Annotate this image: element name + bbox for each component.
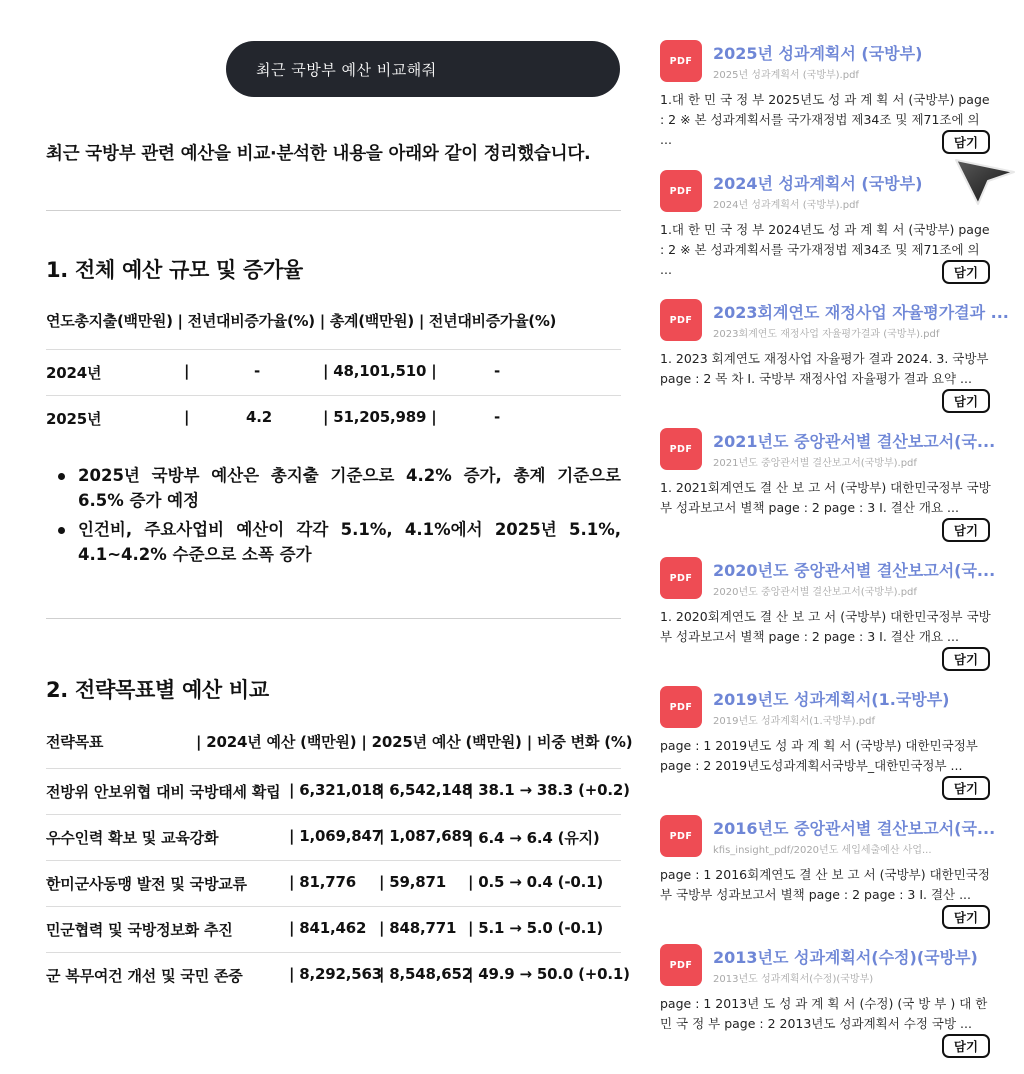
pdf-file-icon: PDF	[660, 815, 702, 857]
table-divider	[46, 952, 621, 953]
source-title-link[interactable]: 2013년도 성과계획서(수정)(국방부)	[713, 948, 978, 967]
bullet-item: 인건비, 주요사업비 예산이 각각 5.1%, 4.1%에서 2025년 5.1%, 4.1~4.2% 수준으로 소폭 증가	[46, 517, 621, 567]
divider	[46, 618, 621, 619]
budget-2024-cell: | 6,321,018	[289, 781, 382, 799]
budget-2025-cell: | 59,871	[379, 873, 446, 891]
user-query-bubble	[226, 41, 620, 97]
source-filename: kfis_insight_pdf/2020년도 세입세출예산 사업...	[713, 845, 932, 856]
share-change-cell: | 0.5 → 0.4 (-0.1)	[468, 873, 603, 891]
pdf-file-icon: PDF	[660, 299, 702, 341]
source-snippet: 1.대 한 민 국 정 부 2024년도 성 과 계 획 서 (국방부) page : 2 ※ 본 성과계획서를 국가재정법 제34조 및 제71조에 의 ...	[660, 222, 990, 277]
source-card	[640, 944, 1024, 1074]
pdf-file-icon: PDF	[660, 428, 702, 470]
total-cell: | 48,101,510 |	[323, 362, 437, 380]
table-divider	[46, 906, 621, 907]
source-snippet: 1.대 한 민 국 정 부 2025년도 성 과 계 획 서 (국방부) page : 2 ※ 본 성과계획서를 국가재정법 제34조 및 제71조에 의 ...	[660, 92, 990, 147]
source-snippet: page : 1 2016회계연도 결 산 보 고 서 (국방부) 대한민국정부 국방부 성과보고서 별책 page : 2 page : 3 Ⅰ. 결산 ...	[660, 867, 990, 902]
save-source-button[interactable]: 담기	[942, 776, 990, 800]
bullet-item: 2025년 국방부 예산은 총지출 기준으로 4.2% 증가, 총계 기준으로 6.5% 증가 예정	[46, 463, 621, 513]
rate-cell: 4.2	[246, 408, 272, 426]
table-row	[46, 781, 630, 801]
table-row	[46, 408, 621, 428]
budget-2024-cell: | 8,292,563	[289, 965, 382, 983]
divider	[46, 210, 621, 211]
save-source-button[interactable]: 담기	[942, 518, 990, 542]
table-row	[46, 919, 621, 939]
table-header: 연도총지출(백만원) | 전년대비증가율(%) | 총계(백만원) | 전년대비증가율(%)	[46, 312, 557, 330]
budget-2025-cell: | 1,087,689	[379, 827, 472, 845]
budget-2024-cell: | 1,069,847	[289, 827, 382, 845]
save-source-button[interactable]: 담기	[942, 647, 990, 671]
source-filename: 2024년 성과계획서 (국방부).pdf	[713, 200, 859, 211]
share-change-cell: | 38.1 → 38.3 (+0.2)	[468, 781, 630, 799]
pdf-file-icon: PDF	[660, 40, 702, 82]
summary-bullets	[46, 463, 621, 571]
section-heading-budget-scale: 1. 전체 예산 규모 및 증가율	[46, 258, 303, 282]
table-divider	[46, 860, 621, 861]
source-filename: 2023회계연도 재정사업 자율평가결과 (국방부).pdf	[713, 329, 940, 340]
source-filename: 2025년 성과계획서 (국방부).pdf	[713, 70, 859, 81]
goal-cell: 군 복무여건 개선 및 국민 존중	[46, 967, 243, 985]
source-title-link[interactable]: 2020년도 중앙관서별 결산보고서(국...	[713, 561, 996, 580]
source-snippet: 1. 2021회계연도 결 산 보 고 서 (국방부) 대한민국정부 국방부 성과보고서 별책 page : 2 page : 3 Ⅰ. 결산 개요 ...	[660, 480, 991, 515]
source-title-link[interactable]: 2021년도 중앙관서별 결산보고서(국...	[713, 432, 996, 451]
section-heading-strategy-budget: 2. 전략목표별 예산 비교	[46, 678, 269, 702]
pdf-file-icon: PDF	[660, 557, 702, 599]
header-columns: | 2024년 예산 (백만원) | 2025년 예산 (백만원) | 비중 변화 (%)	[196, 733, 633, 751]
source-title-link[interactable]: 2025년 성과계획서 (국방부)	[713, 44, 923, 63]
goal-cell: 한미군사동맹 발전 및 국방교류	[46, 875, 247, 893]
pdf-file-icon: PDF	[660, 686, 702, 728]
source-snippet: 1. 2023 회계연도 재정사업 자율평가 결과 2024. 3. 국방부 page : 2 목 차 Ⅰ. 국방부 재정사업 자율평가 결과 요약 ...	[660, 351, 989, 386]
mouse-cursor-icon	[948, 150, 1020, 208]
source-card	[640, 815, 1024, 945]
budget-2025-cell: | 8,548,652	[379, 965, 472, 983]
table-divider	[46, 768, 621, 769]
source-card	[640, 299, 1024, 429]
save-source-button[interactable]: 담기	[942, 1034, 990, 1058]
share-change-cell: | 6.4 → 6.4 (유지)	[468, 829, 600, 847]
budget-2024-cell: | 81,776	[289, 873, 356, 891]
source-title-link[interactable]: 2024년 성과계획서 (국방부)	[713, 174, 923, 193]
share-change-cell: | 5.1 → 5.0 (-0.1)	[468, 919, 603, 937]
source-filename: 2019년도 성과계획서(1.국방부).pdf	[713, 716, 875, 727]
budget-2025-cell: | 6,542,148	[379, 781, 472, 799]
source-title-link[interactable]: 2023회계연도 재정사업 자율평가결과 ...	[713, 303, 1009, 322]
source-filename: 2020년도 중앙관서별 결산보고서(국방부).pdf	[713, 587, 917, 598]
budget-2024-cell: | 841,462	[289, 919, 367, 937]
save-source-button[interactable]: 담기	[942, 905, 990, 929]
year-cell: 2025년	[46, 410, 102, 428]
source-filename: 2013년도 성과계획서(수정)(국방부)	[713, 974, 874, 985]
year-cell: 2024년	[46, 364, 102, 382]
source-title-link[interactable]: 2019년도 성과계획서(1.국방부)	[713, 690, 950, 709]
save-source-button[interactable]: 담기	[942, 389, 990, 413]
pdf-file-icon: PDF	[660, 944, 702, 986]
table-row	[46, 827, 621, 847]
budget-2025-cell: | 848,771	[379, 919, 457, 937]
table-divider	[46, 395, 621, 396]
rate-cell: -	[254, 362, 261, 380]
separator: |	[184, 362, 190, 380]
separator: |	[184, 408, 190, 426]
source-card	[640, 428, 1024, 558]
header-goal: 전략목표	[46, 733, 104, 751]
total-cell: | 51,205,989 |	[323, 408, 437, 426]
table-row	[46, 873, 621, 893]
save-source-button[interactable]: 담기	[942, 130, 990, 154]
answer-intro: 최근 국방부 관련 예산을 비교·분석한 내용을 아래와 같이 정리했습니다.	[46, 144, 591, 164]
user-query-text: 최근 국방부 예산 비교해줘	[256, 60, 437, 79]
source-snippet: page : 1 2019년도 성 과 계 획 서 (국방부) 대한민국정부 page : 2 2019년도성과계획서국방부_대한민국정부 ...	[660, 738, 978, 773]
source-filename: 2021년도 중앙관서별 결산보고서(국방부).pdf	[713, 458, 917, 469]
source-title-link[interactable]: 2016년도 중앙관서별 결산보고서(국...	[713, 819, 996, 838]
source-snippet: page : 1 2013년 도 성 과 계 획 서 (수정) (국 방 부 ) 대 한 민 국 정 부 page : 2 2013년도 성과계획서 수정 국방 ...	[660, 996, 988, 1031]
table-row	[46, 362, 621, 382]
rate-cell: -	[494, 408, 501, 426]
goal-cell: 전방위 안보위협 대비 국방태세 확립	[46, 783, 281, 801]
source-card	[640, 686, 1024, 816]
table-row	[46, 965, 630, 985]
goal-cell: 민군협력 및 국방정보화 추진	[46, 921, 233, 939]
source-card	[640, 557, 1024, 687]
table-divider	[46, 814, 621, 815]
share-change-cell: | 49.9 → 50.0 (+0.1)	[468, 965, 630, 983]
source-snippet: 1. 2020회계연도 결 산 보 고 서 (국방부) 대한민국정부 국방부 성과보고서 별책 page : 2 page : 3 Ⅰ. 결산 개요 ...	[660, 609, 991, 644]
table-divider	[46, 349, 621, 350]
pdf-file-icon: PDF	[660, 170, 702, 212]
rate-cell: -	[494, 362, 501, 380]
goal-cell: 우수인력 확보 및 교육강화	[46, 829, 219, 847]
save-source-button[interactable]: 담기	[942, 260, 990, 284]
